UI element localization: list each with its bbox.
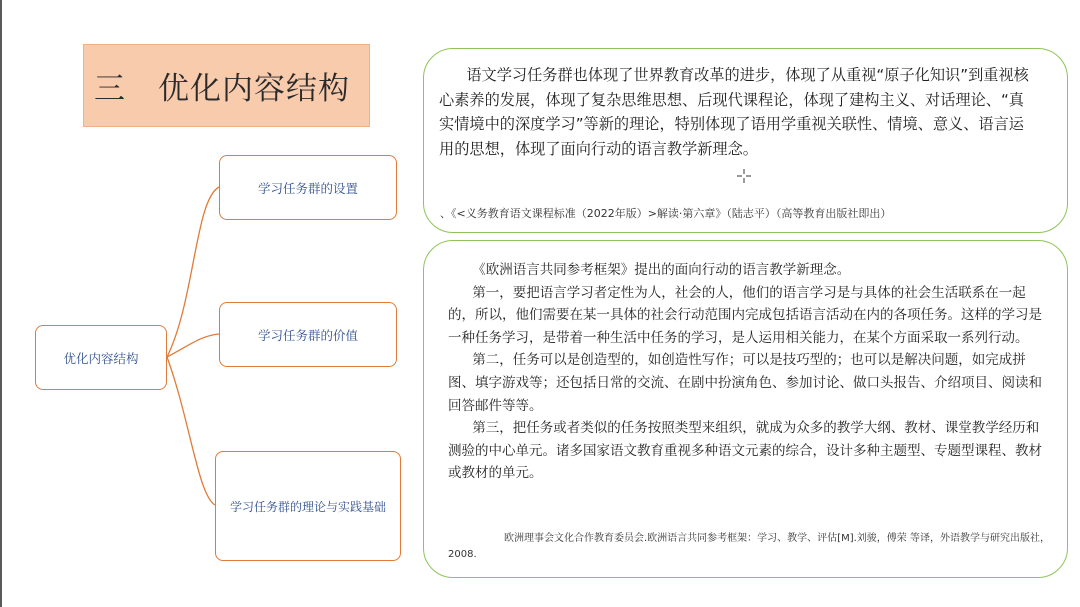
branch-label: 学习任务群的设置 <box>257 180 358 196</box>
connector-3 <box>167 357 215 505</box>
paragraph: 第三，把任务或者类似的任务按照类型来组织，就成为众多的教学大纲、教材、课堂教学经历和测验的中心单元。诸多国家语文教育重视多种语文元素的综合，设计多种主题型、专题型课程、教材或教材的单元。 <box>448 420 1042 482</box>
quote-card-body <box>448 259 1048 485</box>
paragraph: 第二，任务可以是创造型的，如创造性写作；可以是技巧型的；也可以是解决问题，如完成拼图、填字游戏等；还包括日常的交流、在剧中扮演角色、参加讨论、做口头报告、介绍项目、阅读和回答邮件等等。 <box>448 352 1042 414</box>
mindmap-branch-theory[interactable] <box>215 451 401 561</box>
left-edge-line <box>0 0 2 607</box>
quote-card-curriculum <box>423 48 1068 233</box>
mindmap-branch-value[interactable] <box>219 302 397 367</box>
branch-label: 学习任务群的理论与实践基础 <box>229 499 386 514</box>
move-cursor-icon <box>736 168 752 184</box>
mindmap-root-label: 优化内容结构 <box>63 350 139 366</box>
quote-card-cefr <box>423 240 1068 578</box>
mindmap-root-node[interactable] <box>35 325 167 390</box>
quote-card-citation: 欧洲理事会文化合作教育委员会.欧洲语言共同参考框架：学习、教学、评估[M].刘骏，傅荣 等译，外语教学与研究出版社，2008. <box>448 533 1050 560</box>
paragraph: 《欧洲语言共同参考框架》提出的面向行动的语言教学新理念。 <box>472 262 851 278</box>
connector-1 <box>167 187 219 357</box>
connector-2 <box>167 334 219 357</box>
branch-label: 学习任务群的价值 <box>257 327 358 343</box>
quote-card-text: 语文学习任务群也体现了世界教育改革的进步，体现了从重视“原子化知识”到重视核心素养的发展，体现了复杂思维思想、后现代课程论，体现了建构主义、对话理论、“真实情境中的深度学习”等新的理论，特别体现了语用学重视关联性、情境、意义、语言运用的思想，体现了面向行动的语言教学新理念。 <box>439 66 1029 158</box>
mindmap-branch-setting[interactable] <box>219 155 397 220</box>
title-box <box>83 44 370 127</box>
quote-card-citation: 、《<义务教育语文课程标准（2022年版）>解读·第六章》（陆志平）（高等教育出版社即出） <box>440 207 892 220</box>
paragraph: 第一，要把语言学习者定性为人，社会的人，他们的语言学习是与具体的社会生活联系在一起的，所以，他们需要在某一具体的社会行动范围内完成包括语言活动在内的各项任务。这样的学习是一种任务学习，是带着一种生活中任务的学习，是人运用相关能力，在某个方面采取一系列行动。 <box>448 284 1042 346</box>
page-title: 三 优化内容结构 <box>94 71 350 107</box>
